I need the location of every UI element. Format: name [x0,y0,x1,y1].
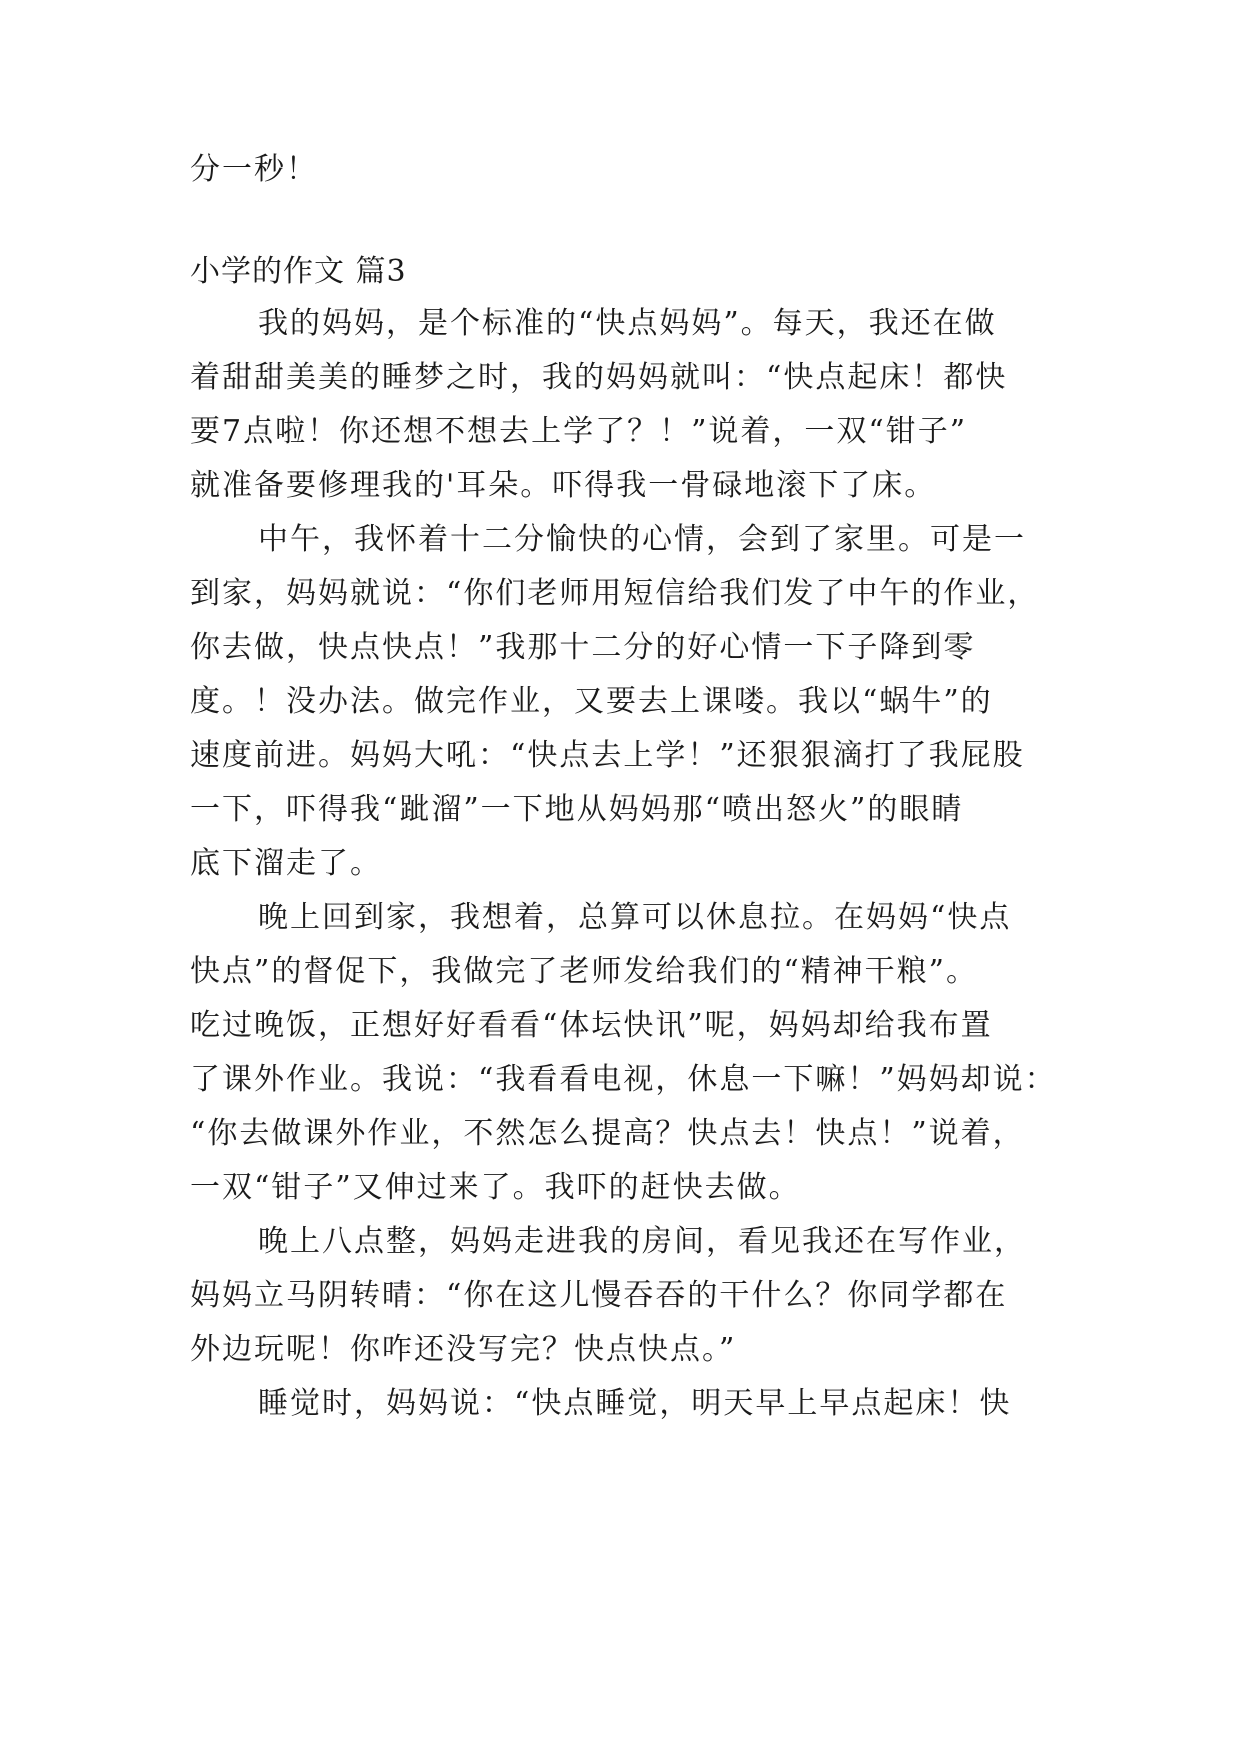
section-title: 小学的作文 篇3 [190,254,407,289]
paragraph-line: 要7点啦！你还想不想去上学了？！”说着，一双“钳子” [190,414,968,449]
paragraph-line: 晚上回到家，我想着，总算可以休息拉。在妈妈“快点 [258,900,1012,935]
paragraph-line: 我的妈妈，是个标准的“快点妈妈”。每天，我还在做 [258,306,997,341]
paragraph-line: “你去做课外作业，不然怎么提高？快点去！快点！”说着， [190,1116,1025,1151]
paragraph-line: 晚上八点整，妈妈走进我的房间，看见我还在写作业， [258,1224,1026,1259]
paragraph-line: 一双“钳子”又伸过来了。我吓的赶快去做。 [190,1170,801,1205]
paragraph-line: 妈妈立马阴转晴：“你在这儿慢吞吞的干什么？你同学都在 [190,1278,1008,1313]
paragraph-line: 到家，妈妈就说：“你们老师用短信给我们发了中午的作业， [190,576,1040,611]
paragraph-line: 了课外作业。我说：“我看看电视，休息一下嘛！”妈妈却说： [190,1062,1057,1097]
paragraph-line: 度。！没办法。做完作业，又要去上课喽。我以“蜗牛”的 [190,684,993,719]
paragraph-line: 一下，吓得我“跐溜”一下地从妈妈那“喷出怒火”的眼睛 [190,792,964,827]
paragraph-line: 外边玩呢！你咋还没写完？快点快点。” [190,1332,737,1367]
paragraph-line: 速度前进。妈妈大吼：“快点去上学！”还狠狠滴打了我屁股 [190,738,1025,773]
paragraph-line: 就准备要修理我的'耳朵。吓得我一骨碌地滚下了床。 [190,468,937,503]
paragraph-line: 你去做，快点快点！”我那十二分的好心情一下子降到零 [190,630,976,665]
top-fragment: 分一秒！ [190,152,318,187]
paragraph-line: 中午，我怀着十二分愉快的心情，会到了家里。可是一 [258,522,1026,557]
paragraph-line: 快点”的督促下，我做完了老师发给我们的“精神干粮”。 [190,954,979,989]
paragraph-line: 睡觉时，妈妈说：“快点睡觉，明天早上早点起床！快 [258,1386,1012,1421]
paragraph-line: 底下溜走了。 [190,846,382,881]
paragraph-line: 吃过晚饭，正想好好看看“体坛快讯”呢，妈妈却给我布置 [190,1008,993,1043]
paragraph-line: 着甜甜美美的睡梦之时，我的妈妈就叫：“快点起床！都快 [190,360,1008,395]
